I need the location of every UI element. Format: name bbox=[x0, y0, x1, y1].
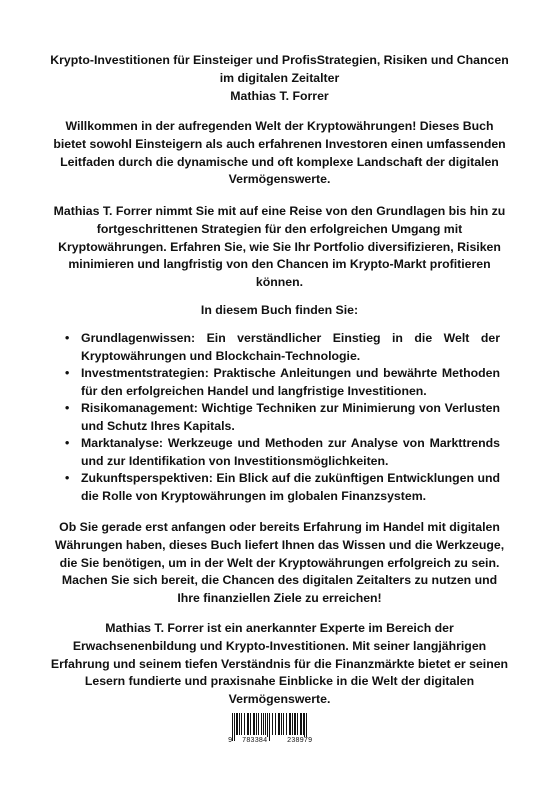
bullet-icon: • bbox=[65, 331, 70, 345]
isbn-barcode bbox=[228, 713, 332, 749]
bullet-icon: • bbox=[65, 401, 70, 415]
barcode-lead-digit: 9 bbox=[228, 737, 233, 745]
book-title-block bbox=[50, 52, 509, 105]
feature-item-risikomanagement bbox=[65, 400, 500, 435]
feature-text: Marktanalyse: Werkzeuge und Methoden zur Analyse von Markttrends und zur Identifikation von Investitionsmöglichkeiten. bbox=[81, 436, 500, 468]
bullet-icon: • bbox=[65, 366, 70, 380]
feature-item-grundlagenwissen bbox=[65, 330, 500, 365]
feature-text: Grundlagenwissen: Ein verständlicher Einstieg in die Welt der Kryptowährungen und Blockchain-Technologie. bbox=[81, 331, 500, 363]
bullet-icon: • bbox=[65, 436, 70, 450]
book-title: Krypto-Investitionen für Einsteiger und ProfisStrategien, Risiken und Chancen im digitalen Zeitalter bbox=[50, 53, 509, 85]
closing-paragraph: Ob Sie gerade erst anfangen oder bereits Erfahrung im Handel mit digitalen Währungen haben, dieses Buch liefert Ihnen das Wissen und die Werkzeuge, die Sie benötigen, um in der Welt der Kryptowährungen erfolgreich zu sein. Machen Sie sich bereit, die Chancen des digitalen Zeitalters zu nutzen und Ihre finanziellen Ziele zu erreichen! bbox=[54, 520, 505, 606]
barcode-right-digits: 238979 bbox=[287, 737, 313, 745]
feature-text: Zukunftsperspektiven: Ein Blick auf die zukünftigen Entwicklungen und die Rolle von Kryptowährungen im globalen Finanzsystem. bbox=[81, 471, 500, 503]
intro-paragraph: Willkommen in der aufregenden Welt der Kryptowährungen! Dieses Buch bietet sowohl Einsteigern als auch erfahrenen Investoren einen umfassenden Leitfaden durch die dynamische und oft komplexe Landschaft der digitalen Vermögenswerte. bbox=[53, 119, 506, 187]
feature-text: Risikomanagement: Wichtige Techniken zur Minimierung von Verlusten und Schutz Ihres Kapitals. bbox=[81, 401, 500, 433]
feature-item-marktanalyse bbox=[65, 435, 500, 470]
feature-item-zukunftsperspektiven bbox=[65, 470, 500, 505]
feature-text: Investmentstrategien: Praktische Anleitungen und bewährte Methoden für den erfolgreichen Handel und langfristige Investitionen. bbox=[81, 366, 500, 398]
author-bio-paragraph: Mathias T. Forrer ist ein anerkannter Experte im Bereich der Erwachsenenbildung und Krypto-Investitionen. Mit seiner langjährigen Erfahrung und seinem tiefen Verständnis für die Finanzmärkte bietet er seinen Lesern fundierte und praxisnahe Einblicke in die Welt der digitalen Vermögenswerte. bbox=[50, 621, 509, 707]
description-paragraph: Mathias T. Forrer nimmt Sie mit auf eine Reise von den Grundlagen bis hin zu fortgeschrittenen Strategien für den erfolgreichen Umgang mit Kryptowährungen. Erfahren Sie, wie Sie Ihr Portfolio diversifizieren, Risiken minimieren und langfristig von den Chancen im Krypto-Markt profitieren können. bbox=[53, 204, 506, 290]
feature-list bbox=[65, 330, 500, 505]
bullet-icon: • bbox=[65, 471, 70, 485]
book-author: Mathias T. Forrer bbox=[230, 88, 329, 103]
barcode-left-digits: 783384 bbox=[242, 737, 268, 745]
feature-list-heading: In diesem Buch finden Sie: bbox=[200, 303, 359, 317]
feature-item-investmentstrategien bbox=[65, 365, 500, 400]
